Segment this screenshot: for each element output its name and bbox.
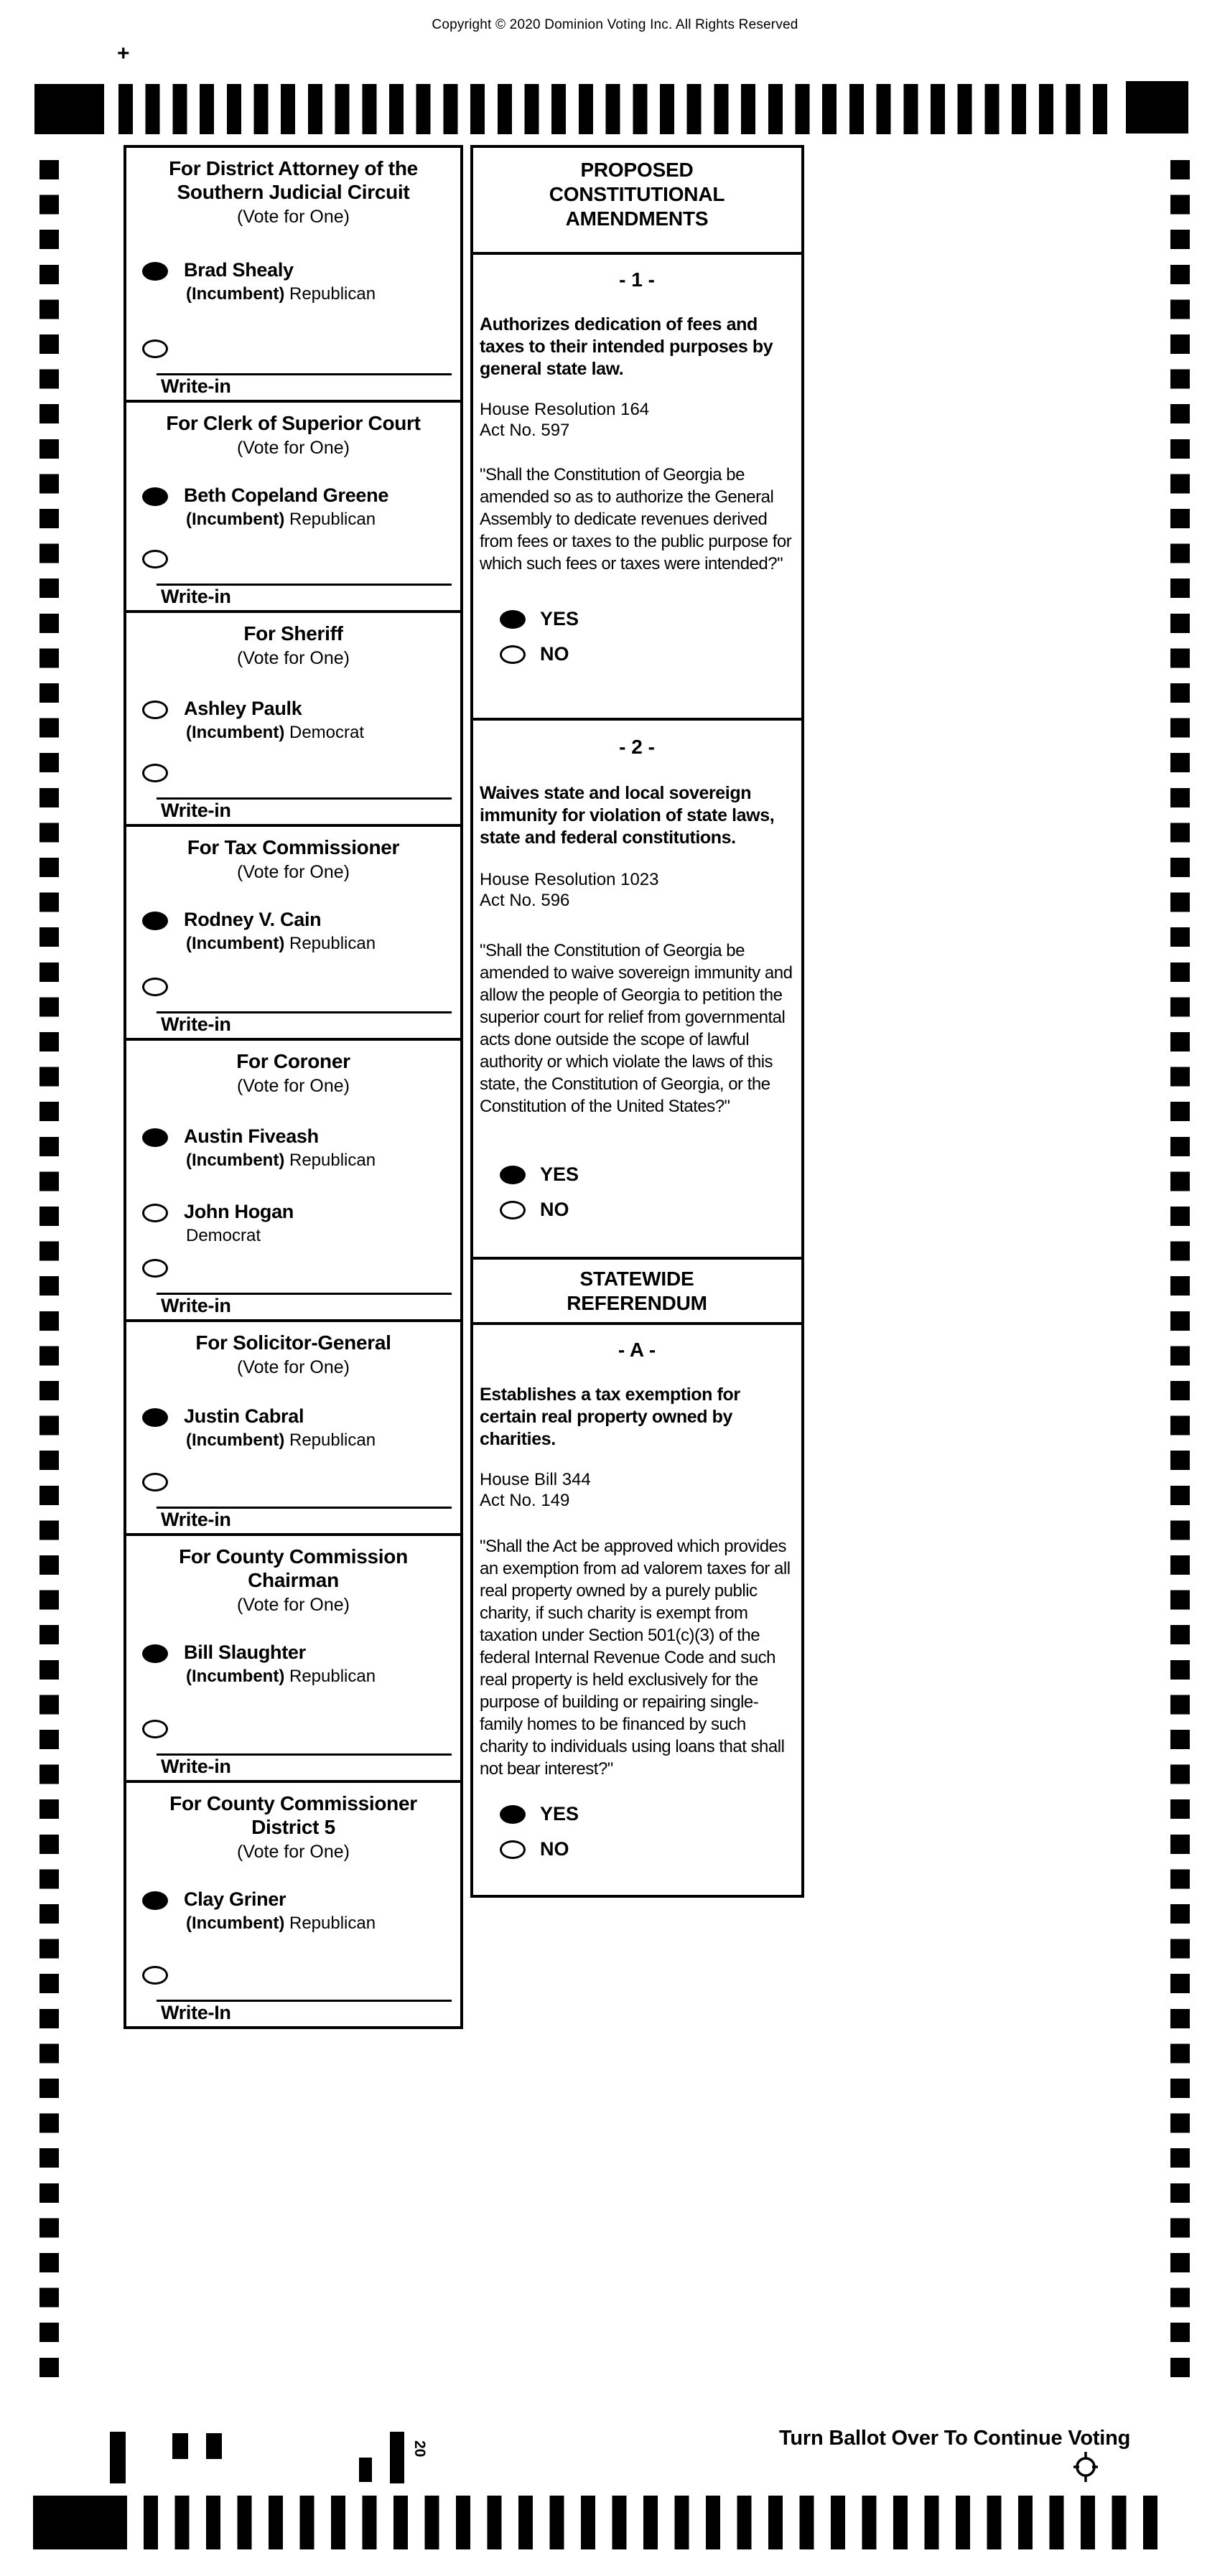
write-in-bubble[interactable] [142,339,168,358]
measure-refs: House Bill 344 Act No. 149 [480,1470,591,1510]
write-in-label: Write-in [161,586,231,607]
amendments-header: PROPOSED CONSTITUTIONAL AMENDMENTS [549,159,725,230]
measure-question: "Shall the Constitution of Georgia be amended so as to authorize the General Assembly to dedicate revenues derived from fees or taxes to the public purpose for which such fees or taxes were intended?" [480,465,792,573]
no-label: NO [540,643,569,665]
contest-title: For Clerk of Superior Court [166,412,421,434]
code-bar [110,2432,126,2483]
vote-bubble-filled[interactable] [142,262,168,281]
candidate-name: Clay Griner [184,1888,286,1910]
sheet-number: 20 [411,2440,428,2458]
candidate-name: Justin Cabral [184,1405,304,1427]
referendum-a-box [470,1322,804,1898]
vote-bubble-empty[interactable] [142,1204,168,1222]
code-bar [172,2433,188,2459]
measures-column [470,145,804,1898]
write-in-area [157,584,452,608]
contest-title: For Tax Commissioner [187,836,400,858]
amendment-1-box [470,252,804,721]
write-in-label: Write-in [161,800,231,821]
candidate-party: (Incumbent) Democrat [186,723,365,742]
candidate-name: Rodney V. Cain [184,909,322,930]
yes-bubble-filled[interactable] [500,610,526,629]
write-in-area [157,1507,452,1531]
candidate-party: (Incumbent) Republican [186,1914,376,1933]
candidate-party: (Incumbent) Republican [186,1151,376,1170]
vote-bubble-filled[interactable] [142,487,168,506]
contest-title: For County Commission Chairman [179,1545,408,1591]
contest-sheriff [124,610,463,827]
copyright-line: Copyright © 2020 Dominion Voting Inc. All Rights Reserved [432,17,798,32]
referendum-header-box [470,1257,804,1325]
candidate-party: Democrat [186,1226,261,1245]
measure-question: "Shall the Constitution of Georgia be amended to waive sovereign immunity and allow the people of Georgia to petition the superior court for relief from governmental acts done outside the scope of lawful authority or which violate the laws of this state, the Constitution of Georgia, or the Constitution of the United States?" [480,941,793,1116]
timing-block-top-left [34,84,104,134]
write-in-bubble[interactable] [142,1473,168,1491]
registration-plus-icon: + [117,42,130,65]
timing-block-top-right [1126,81,1188,134]
no-bubble-empty[interactable] [500,1201,526,1219]
yes-bubble-filled[interactable] [500,1805,526,1824]
write-in-area [157,1753,452,1778]
vote-for-instruction: (Vote for One) [236,862,350,882]
contest-title: For District Attorney of the Southern Judicial Circuit [169,157,418,203]
no-bubble-empty[interactable] [500,645,526,664]
candidate-name: Bill Slaughter [184,1641,306,1663]
candidate-party: (Incumbent) Republican [186,1430,376,1450]
turn-ballot-instruction: Turn Ballot Over To Continue Voting [779,2427,1131,2450]
referendum-header: STATEWIDE REFERENDUM [567,1268,707,1314]
contest-column [124,145,463,2029]
code-bar [390,2432,404,2483]
contest-clerk-superior-court [124,400,463,613]
vote-for-instruction: (Vote for One) [236,648,350,668]
write-in-area [157,1293,452,1317]
contest-county-commission-chairman [124,1533,463,1783]
candidate-party: (Incumbent) Republican [186,934,376,953]
write-in-area [157,797,452,822]
timing-marks-top-row [118,84,1107,134]
contest-title: For Sheriff [243,622,343,645]
vote-for-instruction: (Vote for One) [236,1076,350,1096]
measure-refs: House Resolution 1023 Act No. 596 [480,870,659,910]
yes-label: YES [540,1803,579,1825]
write-in-bubble[interactable] [142,978,168,996]
write-in-bubble[interactable] [142,550,168,568]
timing-block-bottom-left [33,2496,127,2549]
timing-marks-left-column [39,160,59,2377]
candidate-name: Beth Copeland Greene [184,484,389,506]
measure-summary: Authorizes dedication of fees and taxes to their intended purposes by general state law. [480,314,773,379]
timing-marks-bottom-row [144,2496,1157,2549]
vote-for-instruction: (Vote for One) [236,1595,350,1615]
write-in-area [157,1011,452,1036]
contest-solicitor-general [124,1319,463,1536]
write-in-label: Write-In [161,2002,231,2023]
contest-tax-commissioner [124,824,463,1041]
write-in-label: Write-in [161,375,231,397]
vote-bubble-empty[interactable] [142,701,168,719]
registration-target-icon [1071,2450,1100,2484]
vote-for-instruction: (Vote for One) [236,207,350,227]
timing-marks-right-column [1170,160,1190,2377]
candidate-name: Austin Fiveash [184,1125,319,1147]
measure-number: - 1 - [619,268,655,291]
no-bubble-empty[interactable] [500,1840,526,1859]
candidate-name: Brad Shealy [184,259,294,281]
yes-label: YES [540,1163,579,1185]
code-bar [206,2433,222,2459]
vote-for-instruction: (Vote for One) [236,438,350,458]
no-label: NO [540,1199,569,1220]
amendments-header-box [470,145,804,255]
write-in-label: Write-in [161,1013,231,1035]
contest-title: For Coroner [236,1050,350,1072]
candidate-party: (Incumbent) Republican [186,1667,376,1686]
write-in-label: Write-in [161,1295,231,1316]
candidate-party: (Incumbent) Republican [186,284,376,304]
amendment-2-box [470,718,804,1260]
write-in-bubble[interactable] [142,1259,168,1278]
candidate-party: (Incumbent) Republican [186,510,376,529]
write-in-bubble[interactable] [142,764,168,782]
measure-question: "Shall the Act be approved which provides an exemption from ad valorem taxes for all real property owned by a purely public charity, if such charity is exempt from taxation under Section 501(c)(3) of the federal Internal Revenue Code and such real property is held exclusively for the purpose of building or repairing single-family homes to be financed by such charity to individuals using loans that shall not bear interest?" [480,1537,791,1779]
vote-bubble-filled[interactable] [142,1128,168,1147]
measure-refs: House Resolution 164 Act No. 597 [480,400,650,440]
contest-title: For Solicitor-General [195,1331,391,1354]
no-label: NO [540,1838,569,1860]
contest-title: For County Commissioner District 5 [169,1792,417,1838]
yes-bubble-filled[interactable] [500,1166,526,1184]
write-in-label: Write-in [161,1756,231,1777]
contest-district-attorney [124,145,463,403]
write-in-bubble[interactable] [142,1966,168,1985]
vote-for-instruction: (Vote for One) [236,1842,350,1862]
contest-county-commissioner-district-5 [124,1780,463,2029]
vote-bubble-filled[interactable] [142,1644,168,1663]
write-in-area [157,373,452,398]
candidate-name: Ashley Paulk [184,698,302,719]
measure-number: - 2 - [619,736,655,758]
measure-number: - A - [618,1339,656,1361]
write-in-area [157,2000,452,2024]
write-in-bubble[interactable] [142,1720,168,1738]
vote-for-instruction: (Vote for One) [236,1357,350,1377]
yes-label: YES [540,608,579,629]
vote-bubble-filled[interactable] [142,912,168,930]
write-in-label: Write-in [161,1509,231,1530]
vote-bubble-filled[interactable] [142,1408,168,1427]
measure-summary: Establishes a tax exemption for certain real property owned by charities. [480,1385,740,1449]
contest-coroner [124,1038,463,1322]
code-bar [359,2458,372,2482]
measure-summary: Waives state and local sovereign immunity for violation of state laws, state and federal constitutions. [480,783,775,848]
candidate-name: John Hogan [184,1201,294,1222]
vote-bubble-filled[interactable] [142,1891,168,1910]
